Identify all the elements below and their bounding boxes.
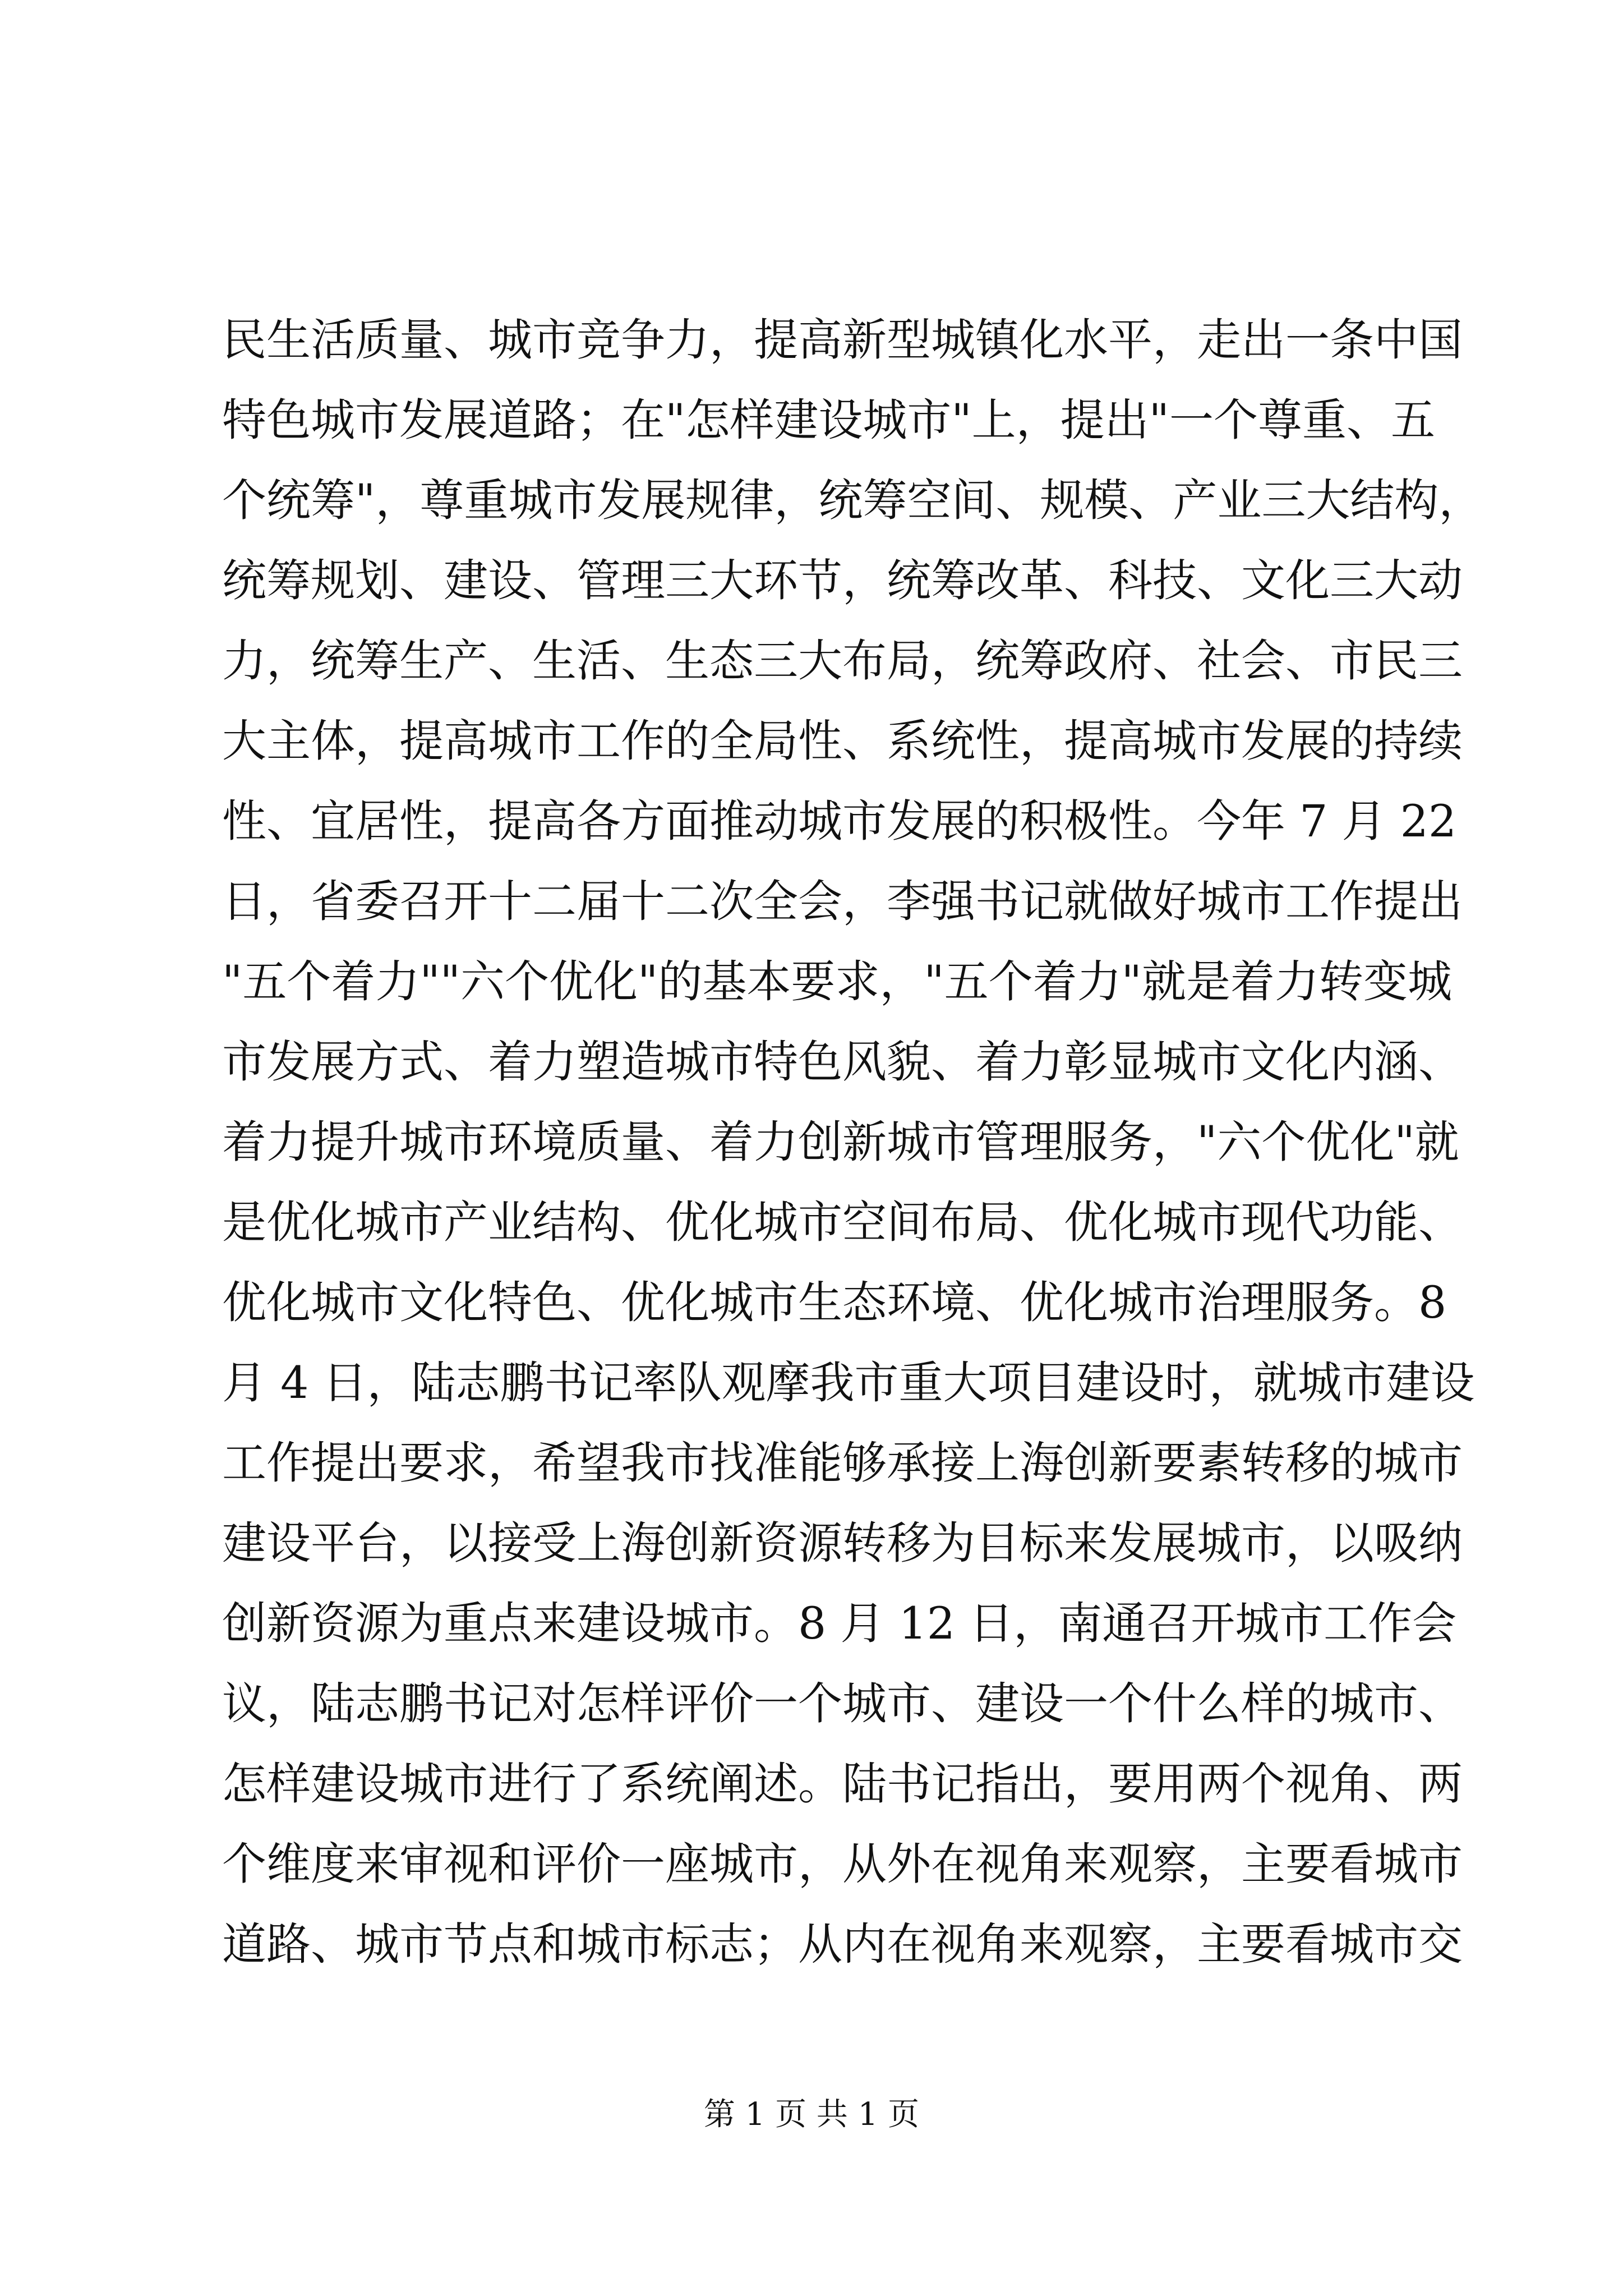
text-line: 民生活质量、城市竞争力，提高新型城镇化水平，走出一条中国 [222, 314, 1463, 366]
text-line: 议，陆志鹏书记对怎样评价一个城市、建设一个什么样的城市、 [222, 1678, 1463, 1729]
text-line: 个统筹"，尊重城市发展规律，统筹空间、规模、产业三大结构， [222, 475, 1483, 526]
text-line: 是优化城市产业结构、优化城市空间布局、优化城市现代功能、 [222, 1197, 1463, 1248]
text-line: 个维度来审视和评价一座城市，从外在视角来观察，主要看城市 [222, 1838, 1463, 1890]
text-line: "五个着力""六个优化"的基本要求，"五个着力"就是着力转变城 [222, 956, 1453, 1007]
text-line: 特色城市发展道路；在"怎样建设城市"上，提出"一个尊重、五 [222, 394, 1436, 446]
text-line: 月 4 日，陆志鹏书记率队观摩我市重大项目建设时，就城市建设 [222, 1357, 1475, 1409]
text-line: 着力提升城市环境质量、着力创新城市管理服务，"六个优化"就 [222, 1116, 1459, 1168]
text-line: 怎样建设城市进行了系统阐述。陆书记指出，要用两个视角、两 [222, 1758, 1463, 1810]
text-line: 道路、城市节点和城市标志；从内在视角来观察，主要看城市交 [222, 1918, 1463, 1970]
page-footer: 第 1 页 共 1 页 [703, 2096, 920, 2133]
text-line: 日，省委召开十二届十二次全会，李强书记就做好城市工作提出 [222, 876, 1463, 927]
text-line: 性、宜居性，提高各方面推动城市发展的积极性。今年 7 月 22 [222, 795, 1457, 847]
text-line: 统筹规划、建设、管理三大环节，统筹改革、科技、文化三大动 [222, 555, 1463, 606]
text-line: 力，统筹生产、生活、生态三大布局，统筹政府、社会、市民三 [222, 635, 1463, 687]
text-line: 市发展方式、着力塑造城市特色风貌、着力彰显城市文化内涵、 [222, 1036, 1463, 1088]
text-line: 优化城市文化特色、优化城市生态环境、优化城市治理服务。8 [222, 1277, 1447, 1328]
text-line: 创新资源为重点来建设城市。8 月 12 日，南通召开城市工作会 [222, 1598, 1457, 1649]
text-line: 大主体，提高城市工作的全局性、系统性，提高城市发展的持续 [222, 715, 1463, 767]
body-paragraph [222, 300, 1483, 1985]
text-line: 工作提出要求，希望我市找准能够承接上海创新要素转移的城市 [222, 1437, 1463, 1489]
text-line: 建设平台，以接受上海创新资源转移为目标来发展城市，以吸纳 [222, 1517, 1463, 1569]
